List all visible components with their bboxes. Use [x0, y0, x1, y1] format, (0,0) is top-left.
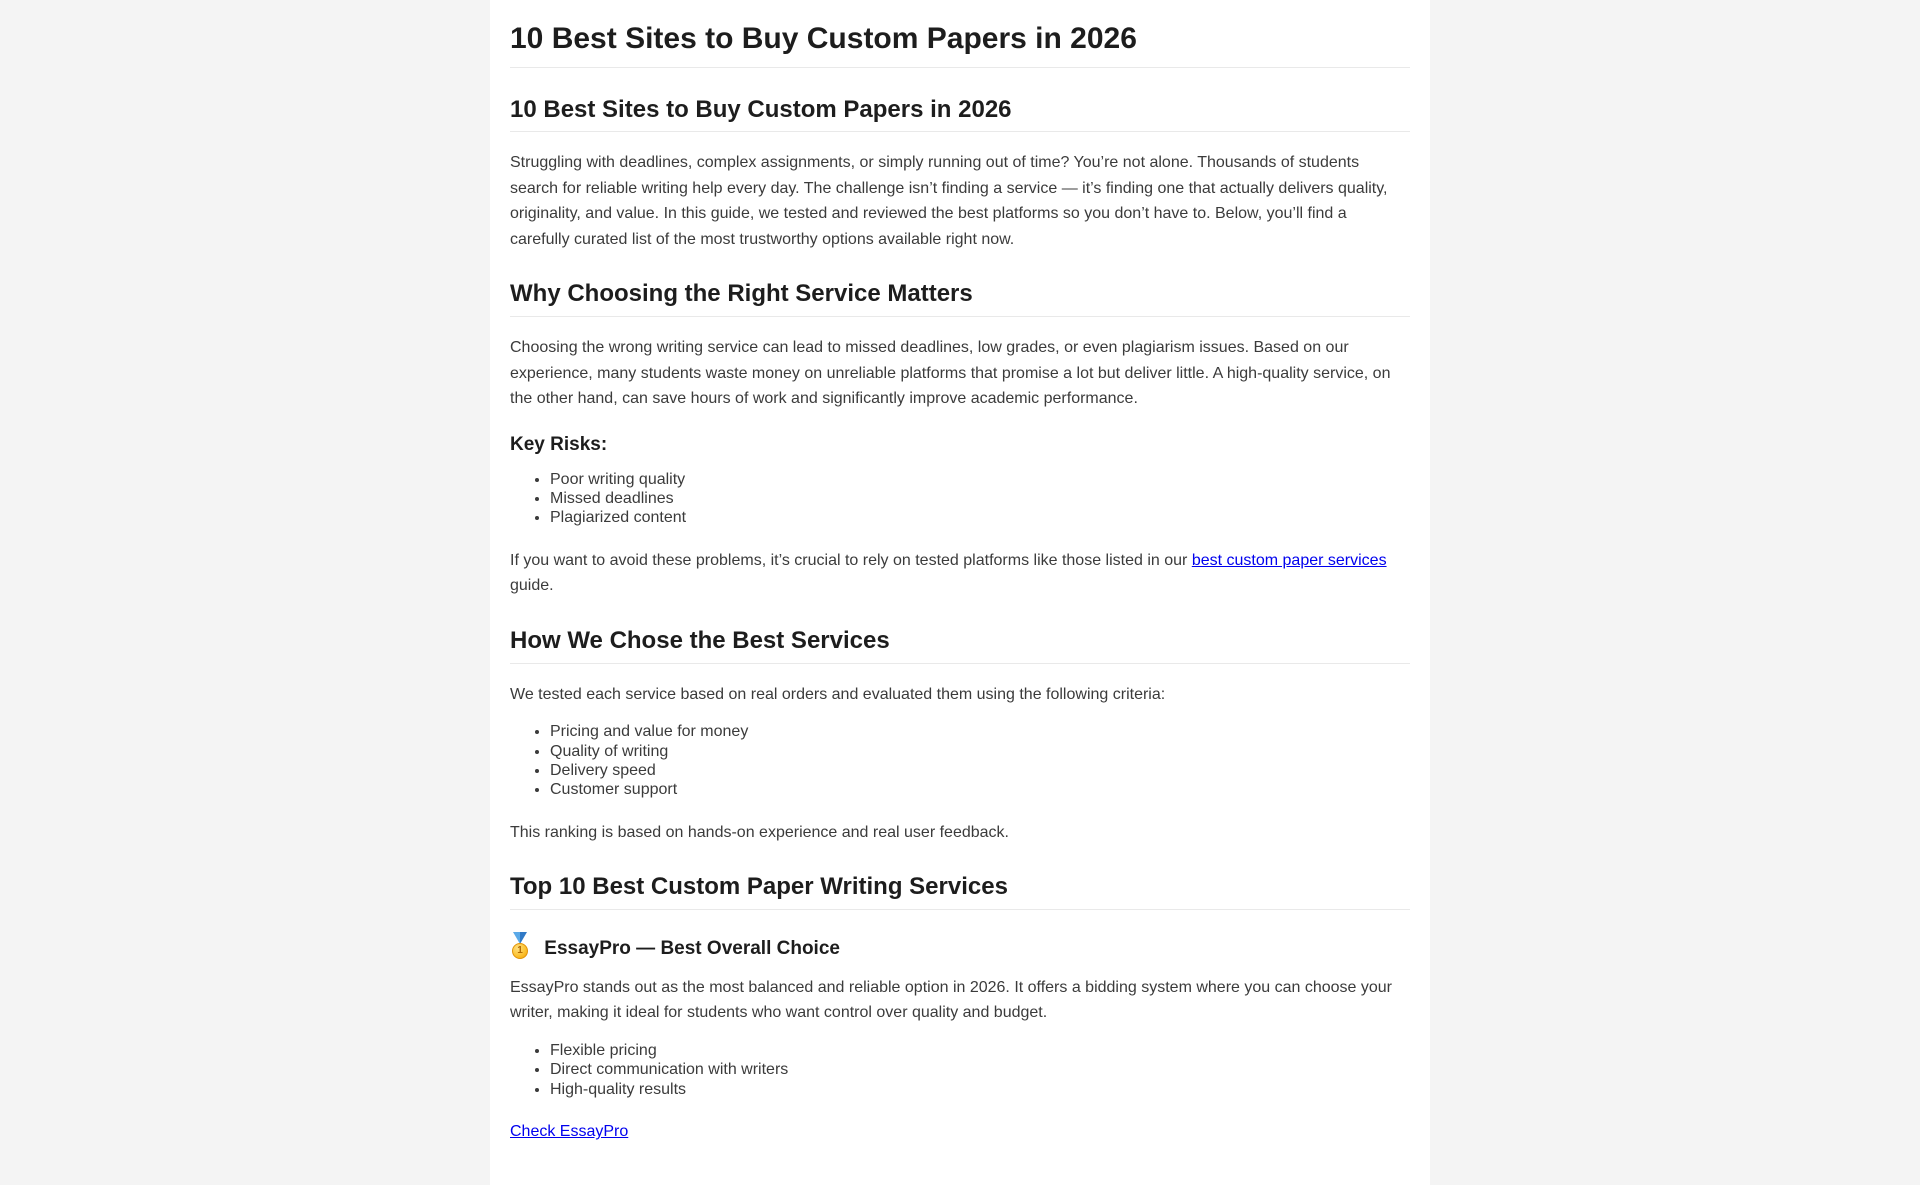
- gold-medal-icon: [510, 932, 530, 959]
- article-card: [490, 0, 1430, 1185]
- essaypro-heading: [510, 932, 1410, 961]
- essaypro-paragraph: EssayPro stands out as the most balanced and reliable option in 2026. It offers a bidding system where you can choose your writer, making it ideal for students who want control over quality and budget.: [510, 978, 1393, 1022]
- criteria-item: • Customer support: [550, 781, 1410, 799]
- intro-paragraph: Struggling with deadlines, complex assignments, or simply running out of time? You’re not alone. Thousands of students search for reliable writing help every day. The challenge isn’t finding a service — it’s finding one that actually delivers quality, originality, and value. In this guide, we tested and reviewed the best platforms so you don’t have to. Below, you’ll find a carefully curated list of the most trustworthy options available right now.: [510, 154, 1388, 248]
- essaypro-feature-item: • Flexible pricing: [550, 1042, 1410, 1060]
- criteria-item: • Delivery speed: [550, 762, 1410, 780]
- medal-disc: 1: [512, 943, 528, 959]
- avoid-text-after-link: guide.: [510, 577, 554, 595]
- criteria-list: [510, 723, 1410, 800]
- essaypro-feature-item: • High-quality results: [550, 1081, 1410, 1099]
- key-risk-item: • Poor writing quality: [550, 471, 1410, 489]
- section-heading-duplicate-title: 10 Best Sites to Buy Custom Papers in 2026: [510, 96, 1410, 133]
- criteria-item: • Quality of writing: [550, 743, 1410, 761]
- check-essaypro-row: [510, 1119, 1410, 1145]
- key-risk-item: • Plagiarized content: [550, 509, 1410, 527]
- key-risk-item: • Missed deadlines: [550, 490, 1410, 508]
- key-risks-list: [510, 471, 1410, 528]
- avoid-problems-paragraph: [510, 548, 1410, 599]
- key-risks-heading: Key Risks:: [510, 433, 608, 455]
- avoid-text-before-link: If you want to avoid these problems, it’s crucial to rely on tested platforms like those listed in our: [510, 551, 1192, 569]
- page-title: 10 Best Sites to Buy Custom Papers in 2026: [510, 22, 1410, 68]
- check-essaypro-link[interactable]: Check EssayPro: [510, 1123, 629, 1141]
- how-we-chose-paragraph: We tested each service based on real orders and evaluated them using the following criteria:: [510, 685, 1166, 703]
- section-heading-top-10: Top 10 Best Custom Paper Writing Services: [510, 873, 1410, 910]
- essaypro-feature-item: • Direct communication with writers: [550, 1061, 1410, 1079]
- section-heading-how-we-chose: How We Chose the Best Services: [510, 627, 1410, 664]
- why-choosing-paragraph: Choosing the wrong writing service can lead to missed deadlines, low grades, or even plagiarism issues. Based on our experience, many students waste money on unreliable platforms that promise a lot but deliver little. A high-quality service, on the other hand, can save hours of work and significantly improve academic performance.: [510, 339, 1391, 408]
- criteria-item: • Pricing and value for money: [550, 723, 1410, 741]
- section-heading-why-choosing: Why Choosing the Right Service Matters: [510, 280, 1410, 317]
- essaypro-features-list: [510, 1042, 1410, 1099]
- ranking-note-paragraph: This ranking is based on hands-on experience and real user feedback.: [510, 823, 1009, 841]
- best-custom-paper-services-link[interactable]: best custom paper services: [1191, 551, 1387, 569]
- essaypro-heading-text: EssayPro — Best Overall Choice: [544, 937, 840, 959]
